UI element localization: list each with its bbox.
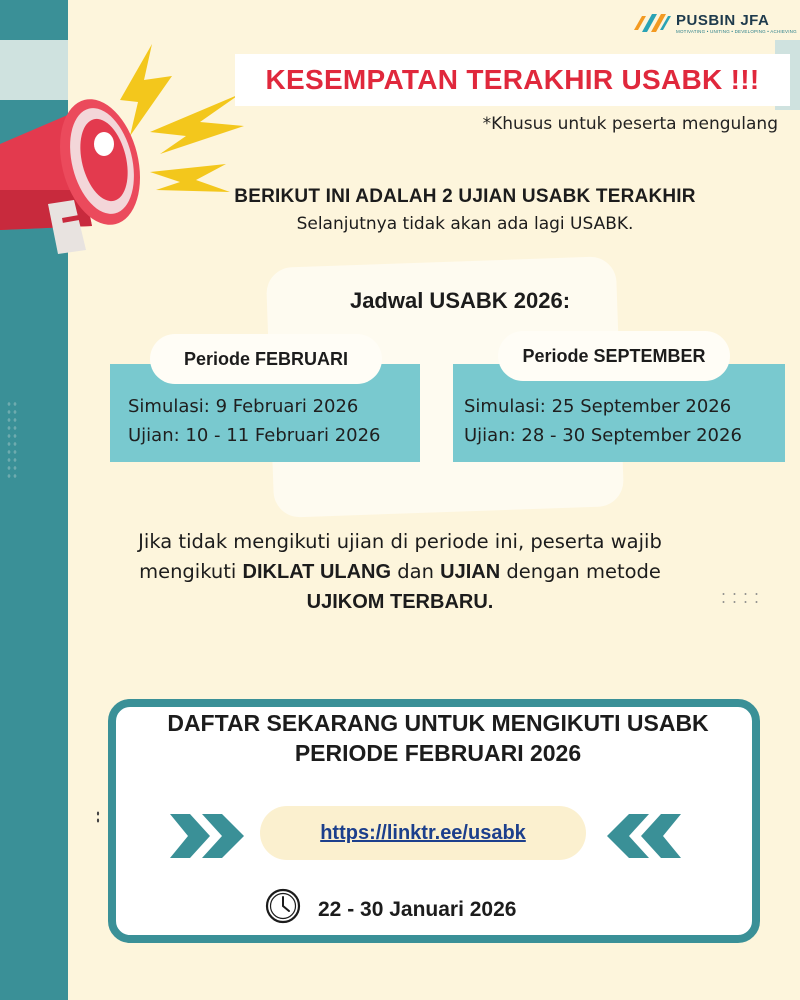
lead-section: [200, 186, 730, 234]
schedule-title: Jadwal USABK 2026:: [349, 288, 571, 313]
notice-bold-ujian: UJIAN: [440, 561, 501, 583]
february-simulasi: Simulasi: 9 Februari 2026: [128, 396, 359, 417]
notice-part-1: Jika tidak mengikuti ujian di periode ini, peserta wajib mengikuti: [138, 530, 662, 583]
notice-part-2: dan: [397, 560, 434, 583]
lead-subtitle: Selanjutnya tidak akan ada lagi USABK.: [296, 214, 634, 234]
headline-text: KESEMPATAN TERAKHIR USABK !!!: [265, 64, 760, 95]
period-february-label: Periode FEBRUARI: [150, 334, 382, 384]
registration-date: 22 - 30 Januari 2026: [318, 898, 517, 921]
double-chevron-left-icon: [603, 810, 681, 862]
logo-title: PUSBIN JFA: [676, 11, 770, 29]
logo-tagline: MOTIVATING • UNITING • DEVELOPING • ACHIEVING: [676, 28, 797, 34]
february-ujian: Ujian: 10 - 11 Februari 2026: [128, 425, 381, 446]
headline-banner: [235, 54, 790, 106]
decorative-dots-left: [6, 400, 18, 480]
registration-title-line-2: PERIODE FEBRUARI 2026: [294, 740, 582, 766]
notice-bold-ujikom: UJIKOM TERBARU.: [306, 591, 494, 613]
september-simulasi: Simulasi: 25 September 2026: [464, 396, 732, 417]
decorative-dots-cta: [96, 810, 100, 824]
notice-part-3: dengan metode: [506, 560, 661, 583]
period-september-dates: [464, 392, 742, 450]
double-chevron-right-icon: [170, 810, 248, 862]
notice-bold-diklat: DIKLAT ULANG: [242, 561, 392, 583]
decorative-dots-right: [718, 590, 762, 606]
registration-title-line-1: DAFTAR SEKARANG UNTUK MENGIKUTI USABK: [167, 710, 709, 736]
clock-icon: [265, 888, 301, 924]
lead-title: BERIKUT INI ADALAH 2 UJIAN USABK TERAKHIR: [234, 186, 696, 207]
registration-title: [0, 708, 800, 768]
link-pill[interactable]: [260, 806, 586, 860]
september-ujian: Ujian: 28 - 30 September 2026: [464, 425, 742, 446]
pusbin-jfa-logo: [632, 10, 797, 36]
logo-mark-icon: [632, 10, 672, 36]
subnote: *Khusus untuk peserta mengulang: [482, 114, 778, 134]
period-september-label: Periode SEPTEMBER: [498, 331, 730, 381]
notice-paragraph: [120, 527, 680, 617]
period-february-dates: [128, 392, 381, 450]
registration-link[interactable]: https://linktr.ee/usabk: [320, 821, 526, 844]
